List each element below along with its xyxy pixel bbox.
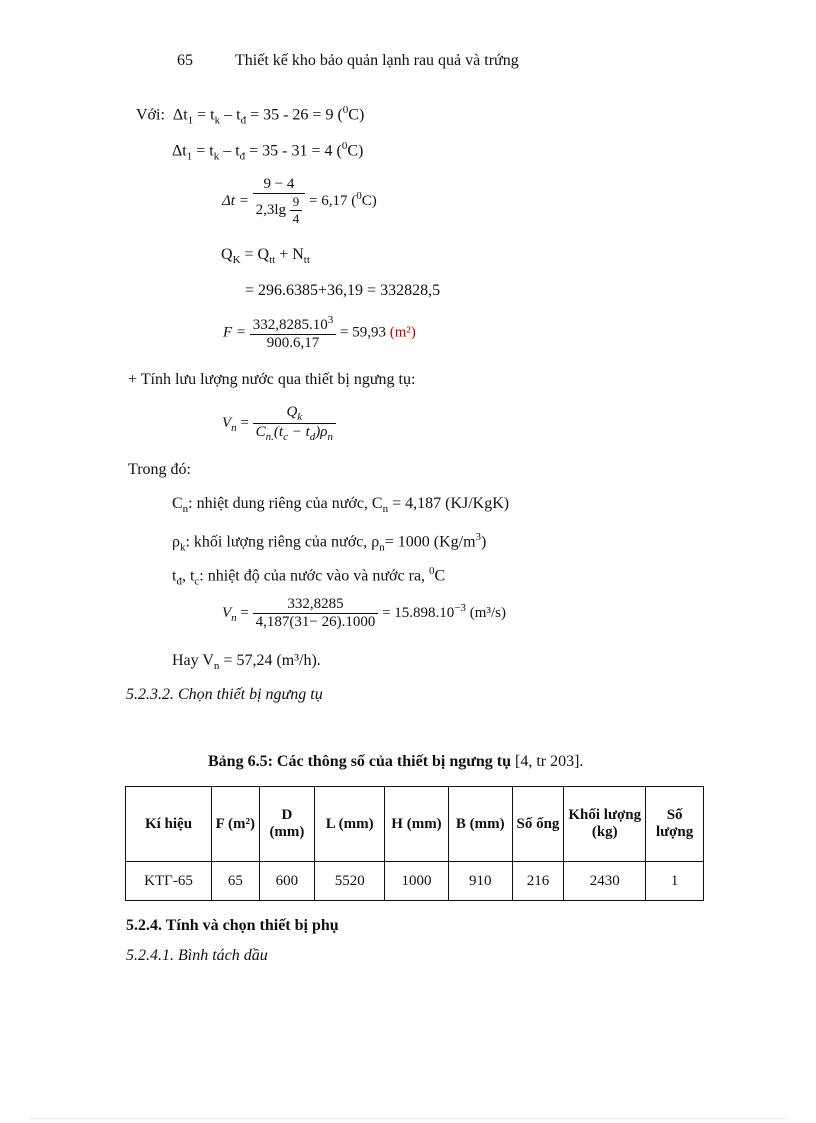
eq3-den-pre: 2,3lg xyxy=(255,201,287,218)
eq8-numerator: 332,8285 xyxy=(287,596,344,612)
eq6-lhs: F = xyxy=(223,324,250,341)
eq2-minus: – t xyxy=(219,142,240,160)
eq9-sub: n xyxy=(213,660,220,673)
section-heading-choose-condenser: 5.2.3.2. Chọn thiết bị ngưng tụ xyxy=(126,686,323,703)
table-cell: KTΓ-65 xyxy=(126,862,212,901)
eq3-unit: C) xyxy=(361,192,377,209)
eq3-fraction xyxy=(253,176,306,227)
eq1-subk: k xyxy=(214,114,221,127)
eq8-rest: = 15.898.10 xyxy=(382,604,455,621)
def3-text: : nhiệt độ của nước vào và nước ra, xyxy=(199,567,430,585)
eq6-numerator xyxy=(250,314,337,334)
eq7-den-td-sub: d xyxy=(309,431,316,443)
eq1-prefix: Với: xyxy=(136,106,165,124)
table-header-cell: F (m²) xyxy=(212,787,260,862)
eq6-num-text: 332,8285.10 xyxy=(252,317,328,333)
eq7-fraction xyxy=(253,404,336,443)
eq7-lhs-sub: n xyxy=(231,421,237,434)
eq6-fraction xyxy=(250,314,337,352)
table-cell: 216 xyxy=(512,862,564,901)
table-header-cell: Số ống xyxy=(512,787,564,862)
table-header-cell: B (mm) xyxy=(448,787,512,862)
eq1-minus: – t xyxy=(220,106,241,124)
eq6-num-sup: 3 xyxy=(327,314,334,326)
eq1-rest: = 35 - 26 = 9 ( xyxy=(246,106,343,124)
eq3-inner-fraction xyxy=(290,194,303,227)
eq7-den-c-sub: n. xyxy=(265,431,274,443)
eq7-denominator xyxy=(253,423,336,443)
paragraph-where: Trong đó: xyxy=(128,461,191,478)
table-row xyxy=(126,862,704,901)
equation-flow-value xyxy=(222,596,506,631)
eq9-pre: Hay V xyxy=(172,652,214,669)
eq3-inner-num: 9 xyxy=(292,194,300,209)
eq8-eq: = xyxy=(236,604,253,621)
eq8-unit: (m³/s) xyxy=(466,604,506,621)
equation-delta-t2 xyxy=(172,140,363,163)
eq3-numerator: 9 − 4 xyxy=(263,176,295,192)
eq8-fraction xyxy=(253,596,379,631)
eq7-den-minus: − t xyxy=(287,424,310,440)
table-header-cell: L (mm) xyxy=(315,787,385,862)
section-heading-auxiliary: 5.2.4. Tính và chọn thiết bị phụ xyxy=(126,917,339,934)
table-header-cell: Khối lượng (kg) xyxy=(564,787,646,862)
eq8-lhs: V xyxy=(222,604,232,621)
eq1-sub: 1 xyxy=(187,114,194,127)
def1-c: C xyxy=(172,495,183,512)
eq4-eq: = Q xyxy=(240,246,270,263)
eq1-deg: 0 xyxy=(342,104,349,116)
eq2-subd: đ xyxy=(239,150,246,163)
def3-deg: 0 xyxy=(429,565,435,577)
definition-cn xyxy=(172,495,509,515)
eq4-plus: + N xyxy=(275,246,304,263)
def1-text: : nhiệt dung riêng của nước, C xyxy=(188,495,383,512)
table-cell: 910 xyxy=(448,862,512,901)
definition-rho xyxy=(172,531,486,554)
eq2-sub: 1 xyxy=(186,150,193,163)
eq1-unit: C) xyxy=(348,106,365,124)
eq8-sup: −3 xyxy=(454,601,467,614)
eq3-lhs: Δt = xyxy=(222,192,253,209)
table-caption-label: Bảng 6.5: xyxy=(208,753,273,770)
equation-qk-value: = 296.6385+36,19 = 332828,5 xyxy=(245,282,441,299)
table-header-cell: D (mm) xyxy=(259,787,315,862)
equation-qk xyxy=(221,246,310,266)
eq7-numerator xyxy=(253,404,336,423)
table-caption-ref: [4, tr 203]. xyxy=(510,753,584,770)
eq3-denominator xyxy=(253,193,306,227)
page-number: 65 xyxy=(177,52,193,69)
eq4-subk: K xyxy=(232,254,241,267)
equation-delta-t1 xyxy=(136,104,364,127)
eq7-num-sub: k xyxy=(297,411,303,423)
eq3-rest: = 6,17 ( xyxy=(309,192,357,209)
eq7-lhs: V xyxy=(222,414,232,431)
eq2-unit: C) xyxy=(347,142,364,160)
table-cell: 1000 xyxy=(385,862,449,901)
def3-comma: , t xyxy=(181,567,195,585)
def2-rho: ρ xyxy=(172,533,180,551)
def2-close: ) xyxy=(481,533,487,551)
def1-c-sub: n xyxy=(182,503,189,516)
table-cell: 600 xyxy=(259,862,315,901)
table-header-cell: H (mm) xyxy=(385,787,449,862)
eq7-den-mid: (t xyxy=(273,424,284,440)
condenser-parameters-table xyxy=(125,786,704,901)
def1-value: = 4,187 (KJ/KgK) xyxy=(388,495,510,512)
eq1-lhs: Δt xyxy=(172,106,188,124)
equation-log-mean-delta-t xyxy=(222,176,377,227)
eq1-subd: đ xyxy=(240,114,247,127)
eq8-denominator: 4,187(31− 26).1000 xyxy=(253,613,379,631)
eq4-subtt: tt xyxy=(269,254,276,267)
eq6-denominator: 900.6,17 xyxy=(250,334,337,352)
table-header-row xyxy=(126,787,704,862)
eq8-lhs-sub: n xyxy=(231,611,237,624)
eq7-den-rho-sub: n xyxy=(327,431,333,443)
table-cell: 2430 xyxy=(564,862,646,901)
eq1-eq: = t xyxy=(193,106,215,124)
table-cell: 1 xyxy=(646,862,704,901)
table-caption xyxy=(208,753,583,771)
eq7-den-tc-sub: c xyxy=(283,431,288,443)
eq2-eq: = t xyxy=(192,142,214,160)
definition-temperatures xyxy=(172,565,445,588)
def2-value: = 1000 (Kg/m xyxy=(384,533,476,551)
page-header xyxy=(177,52,519,70)
table-header-cell: Kí hiệu xyxy=(126,787,212,862)
eq7-den-c: C xyxy=(255,424,266,440)
eq4-subtt2: tt xyxy=(303,254,310,267)
equation-area-f xyxy=(223,314,416,352)
def3-tc-sub: c xyxy=(194,575,200,588)
page-footer-divider xyxy=(30,1118,786,1119)
def1-c2-sub: n xyxy=(382,503,389,516)
def3-t-sub: đ xyxy=(176,575,182,588)
eq4-q: Q xyxy=(221,246,233,263)
eq6-unit: (m²) xyxy=(389,324,416,341)
def3-t: t xyxy=(172,567,177,585)
def2-text: : khối lượng riêng của nước, ρ xyxy=(185,533,380,551)
def2-rho2-sub: n xyxy=(379,541,385,554)
header-title: Thiết kế kho bảo quản lạnh rau quả và trứng xyxy=(235,52,519,69)
equation-flow-hourly xyxy=(172,652,321,672)
eq3-inner-den: 4 xyxy=(290,210,303,227)
eq7-num: Q xyxy=(286,404,298,420)
eq2-subk: k xyxy=(213,150,220,163)
table-caption-text: Các thông số của thiết bị ngưng tụ xyxy=(272,753,511,770)
eq2-rest: = 35 - 31 = 4 ( xyxy=(245,142,342,160)
paragraph-flow-rate: + Tính lưu lượng nước qua thiết bị ngưng tụ: xyxy=(128,371,416,388)
equation-flow-formula xyxy=(222,404,336,443)
eq9-text: = 57,24 (m³/h). xyxy=(219,652,321,669)
table-header-cell: Số lượng xyxy=(646,787,704,862)
def2-sup: 3 xyxy=(475,531,482,543)
eq2-deg: 0 xyxy=(341,140,348,152)
eq3-deg: 0 xyxy=(356,189,362,202)
eq7-den-close: )ρ xyxy=(315,424,328,440)
def2-rho-sub: k xyxy=(179,541,186,554)
eq7-eq: = xyxy=(236,414,253,431)
eq6-rest: = 59,93 xyxy=(340,324,390,341)
table-cell: 5520 xyxy=(315,862,385,901)
table-cell: 65 xyxy=(212,862,260,901)
section-heading-oil-separator: 5.2.4.1. Bình tách dầu xyxy=(126,947,268,964)
eq2-lhs: Δt xyxy=(172,142,187,160)
def3-unit: C xyxy=(434,567,446,585)
